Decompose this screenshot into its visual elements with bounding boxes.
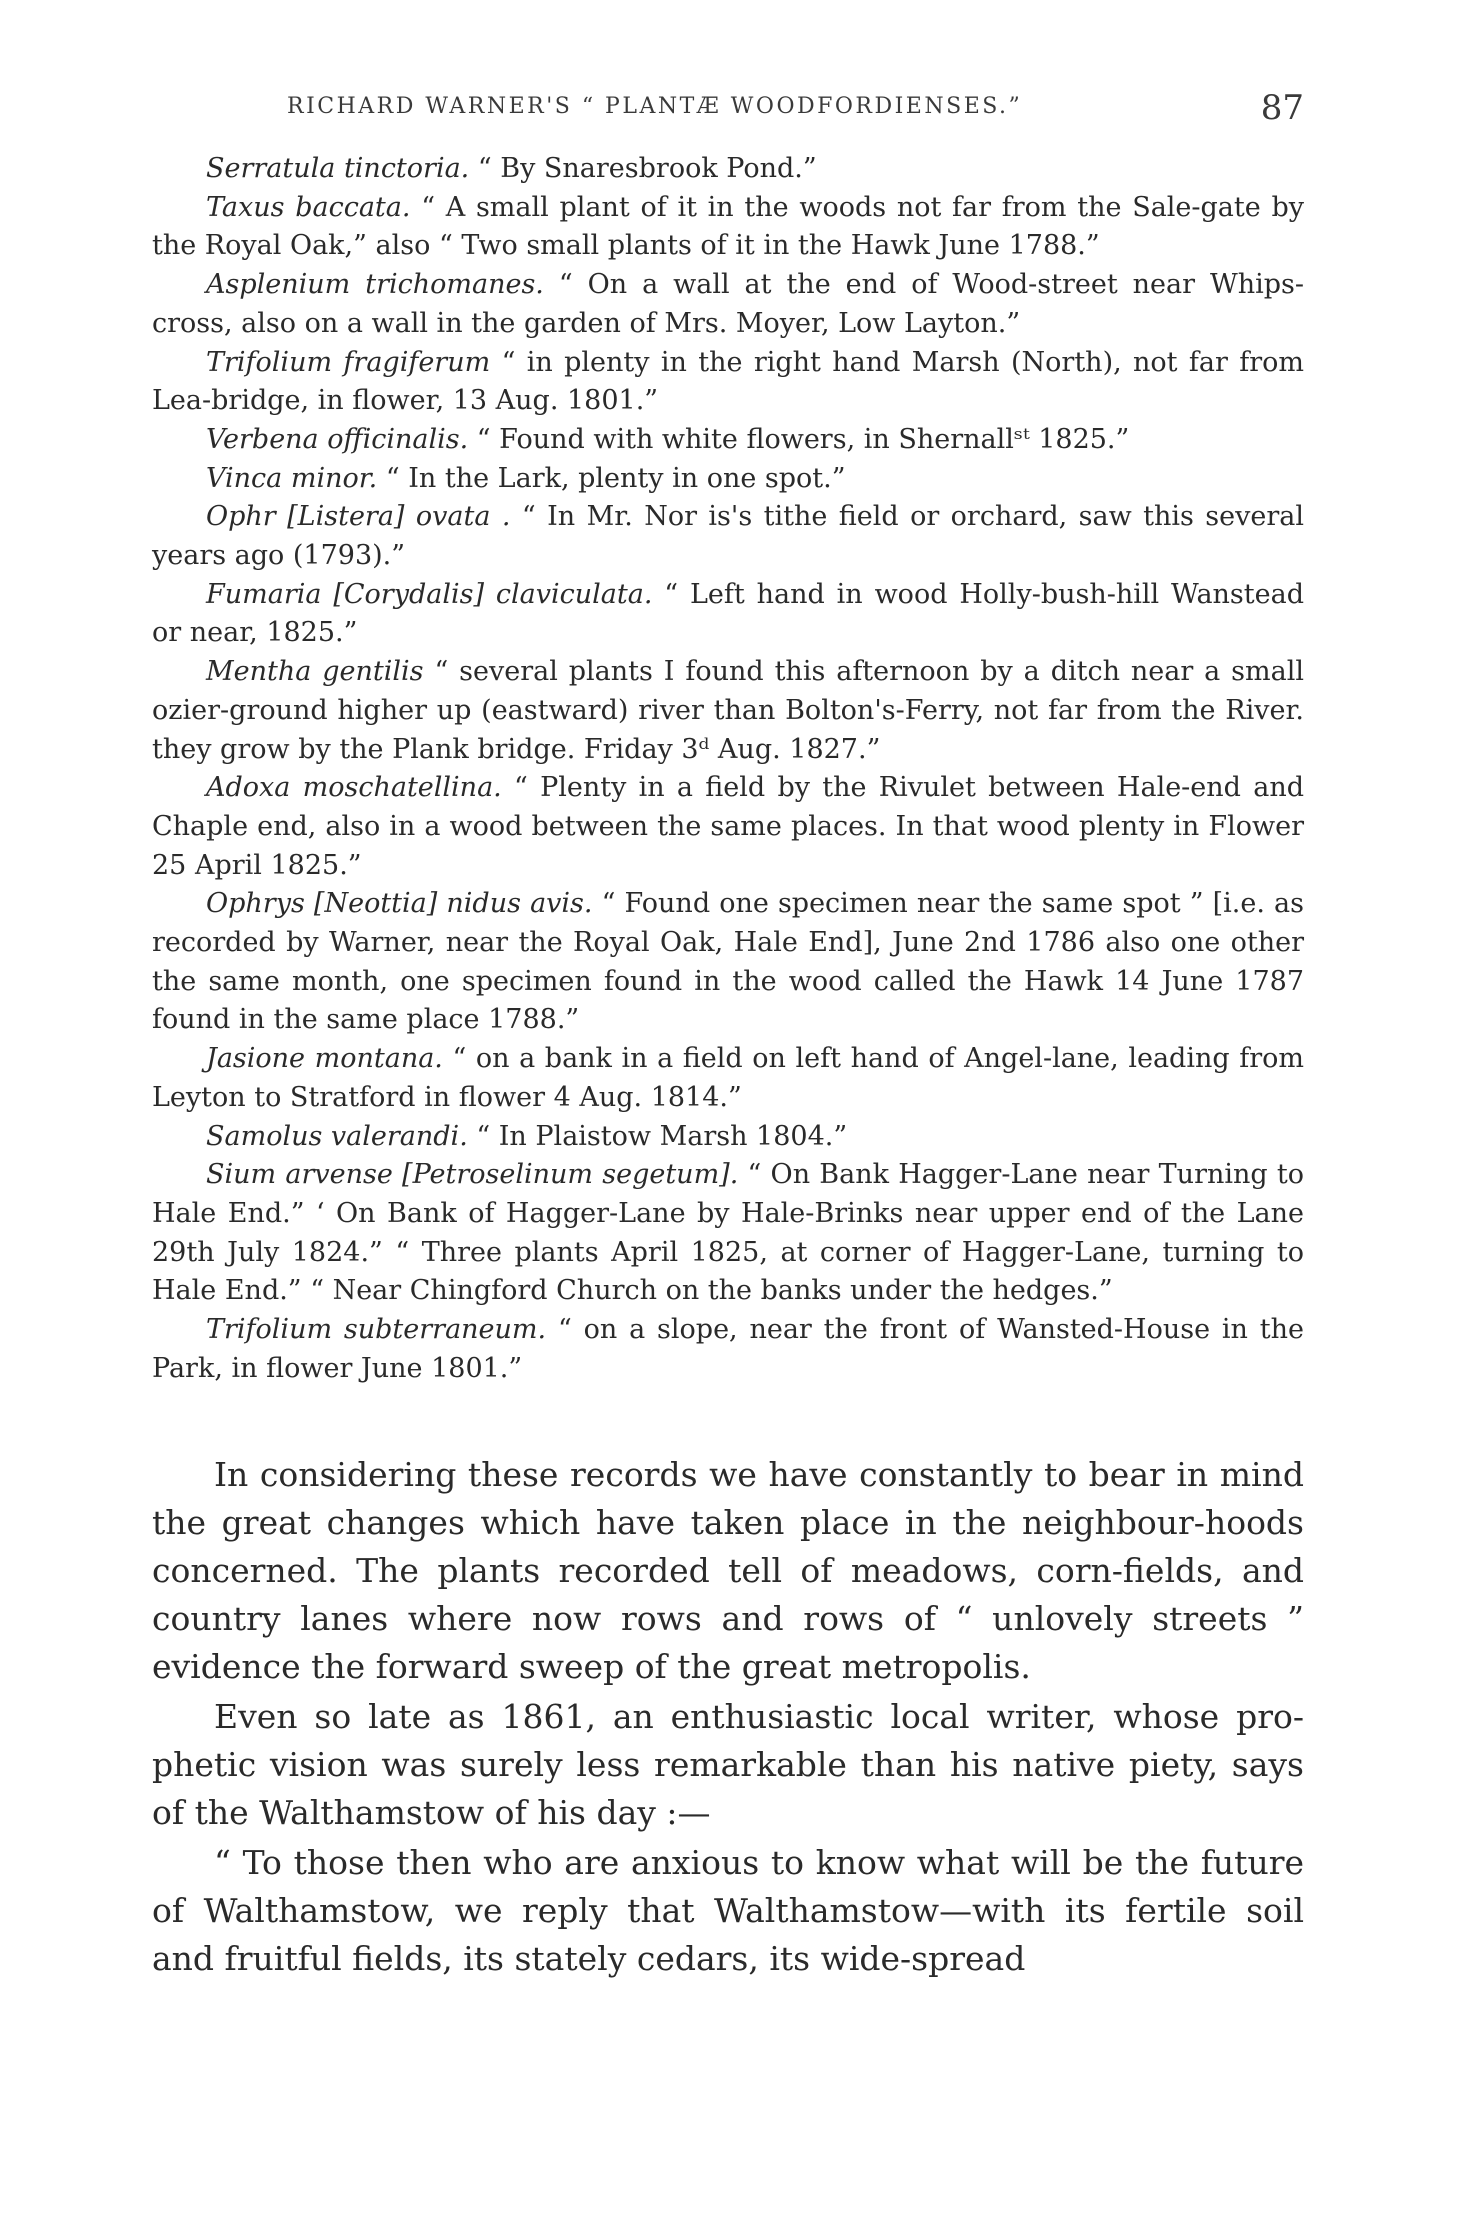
plant-note: “ Plenty in a field by the Rivulet between Hale-end and Chaple end, also in a wood between the same places. In that wood plenty in Flower 25 April 1825.” [152,772,1304,881]
plant-record [152,653,1304,769]
running-head: RICHARD WARNER'S “ PLANTÆ WOODFORDIENSES.” [287,94,1023,119]
plant-name: Fumaria [Corydalis] claviculata. [206,578,653,610]
plant-note: “ on a bank in a field on left hand of Angel-lane, leading from Leyton to Stratford in flower 4 Aug. 1814.” [152,1043,1304,1113]
plant-record [152,1156,1304,1311]
plant-note: “ Found one specimen near the same spot ” [i.e. as recorded by Warner, near the Royal Oak, Hale End], June 2nd 1786 also one other the same month, one specimen found in the wood called the Hawk 14 June 1787 found in the same place 1788.” [152,888,1304,1036]
plant-name: Serratula tinctoria. [206,153,470,184]
plant-name: Trifolium subterraneum. [206,1314,547,1346]
paragraph: Even so late as 1861, an enthusiastic local writer, whose pro-phetic vision was surely less remarkable than his native piety, says of the Walthamstow of his day :— [152,1696,1304,1832]
plant-record [152,1311,1304,1388]
plant-record [152,460,1304,499]
plant-name: Samolus valerandi. [206,1120,468,1152]
page-number: 87 [1260,88,1304,128]
body-text [152,1451,1304,1983]
plant-name: Jasione montana. [206,1043,443,1075]
plant-name: Ophr [Listera] ovata . [206,501,511,533]
plant-name: Asplenium trichomanes. [206,269,544,301]
plant-name: Mentha gentilis [206,656,424,688]
plant-record [152,498,1304,575]
plant-name: Adoxa moschatellina. [206,772,502,804]
plant-note: “ several plants I found this afternoon by a ditch near a small ozier-ground higher up (eastward) river than Bolton's-Ferry, not far from the River. they grow by the Plank bridge. Friday 3ᵈ Aug. 1827.” [152,656,1304,765]
plant-name: Vinca minor. [206,462,378,494]
plant-record [152,266,1304,343]
plant-note: “ A small plant of it in the woods not far from the Sale-gate by the Royal Oak,” also “ Two small plants of it in the Hawk June 1788.” [152,191,1304,262]
plant-name: Trifolium fragiferum [206,346,491,378]
paragraph: In considering these records we have constantly to bear in mind the great changes which have taken place in the neighbour-hoods concerned. The plants recorded tell of meadows, corn-fields, and country lanes where now rows and rows of “ unlovely streets ” evidence the forward sweep of the great metropolis. [152,1454,1304,1686]
plant-record [152,1118,1304,1157]
plant-note: “ On a wall at the end of Wood-street near Whips-cross, also on a wall in the garden of Mrs. Moyer, Low Layton.” [152,269,1305,339]
plant-record [152,189,1304,266]
page-header [152,88,1304,140]
plant-record [152,1040,1304,1117]
plant-record [152,344,1304,421]
book-page [152,88,1304,1985]
plant-note: “ On Bank Hagger-Lane near Turning to Hale End.” ‘ On Bank of Hagger-Lane by Hale-Brinks near upper end of the Lane 29th July 1824.” “ Three plants April 1825, at corner of Hagger-Lane, turning to Hale End.” “ Near Chingford Church on the banks under the hedges.” [152,1159,1305,1307]
plant-note: “ Left hand in wood Holly-bush-hill Wanstead or near, 1825.” [152,578,1304,649]
plant-note: “ Found with white flowers, in Shernallˢᵗ 1825.” [468,423,1130,455]
plant-record [152,576,1304,653]
plant-note: “ on a slope, near the front of Wansted-House in the Park, in flower June 1801.” [152,1314,1305,1384]
plant-note: “ in plenty in the right hand Marsh (North), not far from Lea-bridge, in flower, 13 Aug. 1801.” [152,346,1305,417]
plant-record [152,150,1304,189]
plant-name: Taxus baccata. [206,191,411,223]
plant-name: Sium arvense [Petroselinum segetum]. [206,1159,739,1191]
plant-records [152,150,1304,1389]
plant-name: Ophrys [Neottia] nidus avis. [206,888,593,920]
plant-note: “ By Snaresbrook Pond.” [469,153,817,184]
plant-note: “ In the Lark, plenty in one spot.” [377,462,846,494]
plant-note: “ In Plaistow Marsh 1804.” [467,1120,848,1152]
plant-record [152,769,1304,885]
plant-record [152,421,1304,460]
paragraph: “ To those then who are anxious to know what will be the future of Walthamstow, we reply that Walthamstow—with its fertile soil and fruitful fields, its stately cedars, its wide-spread [152,1842,1304,1978]
plant-name: Verbena officinalis. [206,423,469,455]
plant-record [152,885,1304,1040]
plant-note: “ In Mr. Nor is's tithe field or orchard, saw this several years ago (1793).” [152,501,1305,572]
